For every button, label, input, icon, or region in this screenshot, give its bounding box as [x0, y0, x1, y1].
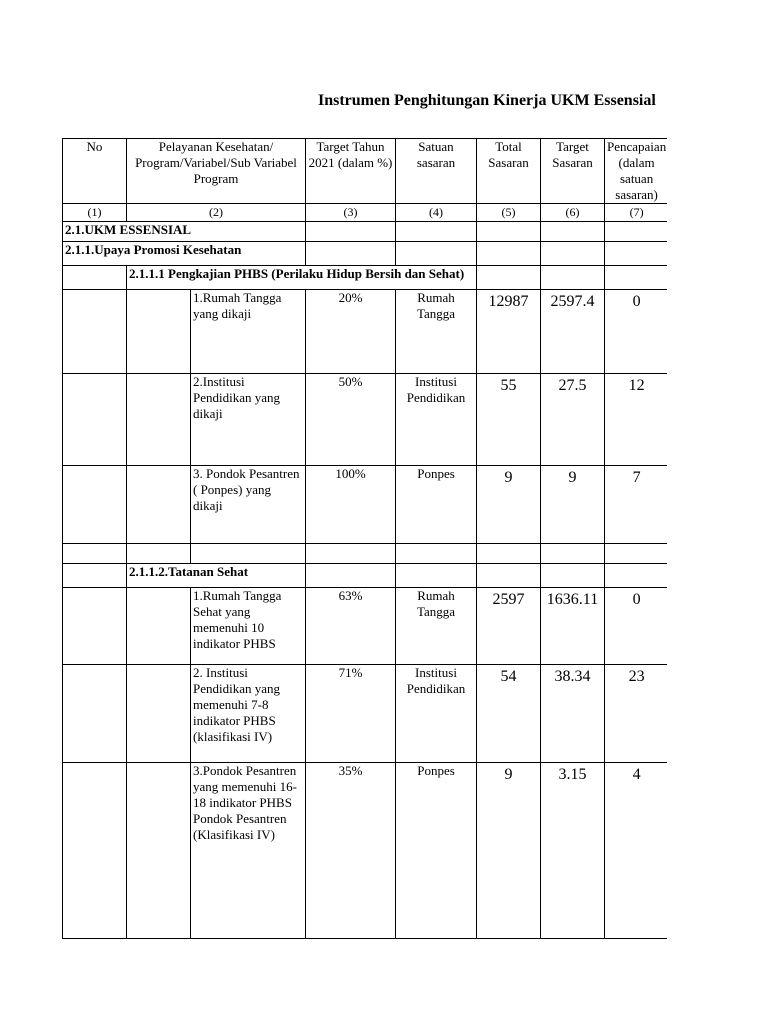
row-label: 3. Pondok Pesantren ( Ponpes) yang dikaji: [191, 466, 306, 544]
row-total: 12987: [477, 290, 541, 374]
row-target: 100%: [306, 466, 396, 544]
table-row: [63, 374, 669, 466]
col-num: (1): [63, 204, 127, 222]
row-target-sasaran: 3.15: [541, 763, 605, 939]
row-target-sasaran: 1636.11: [541, 588, 605, 665]
row-label: 2.Institusi Pendidikan yang dikaji: [191, 374, 306, 466]
col-num: (4): [396, 204, 477, 222]
row-total: 55: [477, 374, 541, 466]
row-label: 1.Rumah Tangga Sehat yang memenuhi 10 indikator PHBS: [191, 588, 306, 665]
row-target: 20%: [306, 290, 396, 374]
section-title: 2.1.UKM ESSENSIAL: [63, 222, 306, 242]
row-pencapaian: 12: [605, 374, 669, 466]
col-num: (2): [127, 204, 306, 222]
header-satuan: Satuan sasaran: [396, 139, 477, 204]
row-pencapaian: 23: [605, 665, 669, 763]
header-no: No: [63, 139, 127, 204]
group-title: 2.1.1.1 Pengkajian PHBS (Perilaku Hidup Bersih dan Sehat): [127, 266, 477, 290]
spacer-row: [63, 544, 669, 564]
header-total: Total Sasaran: [477, 139, 541, 204]
table-row: [63, 665, 669, 763]
row-pencapaian: 4: [605, 763, 669, 939]
page-right-margin: [667, 100, 768, 1000]
row-pencapaian: 7: [605, 466, 669, 544]
row-label: 1.Rumah Tangga yang dikaji: [191, 290, 306, 374]
header-pelayanan: Pelayanan Kesehatan/ Program/Variabel/Sub Variabel Program: [127, 139, 306, 204]
row-pencapaian: 0: [605, 290, 669, 374]
row-target: 71%: [306, 665, 396, 763]
header-target-tahun: Target Tahun 2021 (dalam %): [306, 139, 396, 204]
column-number-row: [63, 204, 669, 222]
col-num: (7): [605, 204, 669, 222]
row-target: 50%: [306, 374, 396, 466]
document-title: Instrumen Penghitungan Kinerja UKM Essensial: [318, 92, 656, 109]
row-label: 2. Institusi Pendidikan yang memenuhi 7-8 indikator PHBS (klasifikasi IV): [191, 665, 306, 763]
row-total: 9: [477, 466, 541, 544]
row-satuan: Ponpes: [396, 763, 477, 939]
row-target-sasaran: 9: [541, 466, 605, 544]
col-num: (6): [541, 204, 605, 222]
group-title: 2.1.1.2.Tatanan Sehat: [127, 564, 306, 588]
performance-table: [62, 138, 669, 939]
row-pencapaian: 0: [605, 588, 669, 665]
row-target-sasaran: 38.34: [541, 665, 605, 763]
col-num: (3): [306, 204, 396, 222]
group-header-row: [63, 564, 669, 588]
row-satuan: Ponpes: [396, 466, 477, 544]
table-row: [63, 290, 669, 374]
col-num: (5): [477, 204, 541, 222]
row-target-sasaran: 27.5: [541, 374, 605, 466]
row-total: 9: [477, 763, 541, 939]
subsection-row: [63, 242, 669, 266]
row-total: 2597: [477, 588, 541, 665]
row-target: 63%: [306, 588, 396, 665]
row-target-sasaran: 2597.4: [541, 290, 605, 374]
row-satuan: Rumah Tangga: [396, 588, 477, 665]
table-row: [63, 466, 669, 544]
subsection-title: 2.1.1.Upaya Promosi Kesehatan: [63, 242, 306, 266]
row-satuan: Institusi Pendidikan: [396, 665, 477, 763]
row-target: 35%: [306, 763, 396, 939]
row-satuan: Institusi Pendidikan: [396, 374, 477, 466]
row-satuan: Rumah Tangga: [396, 290, 477, 374]
header-pencapaian: Pencapaian (dalam satuan sasaran): [605, 139, 669, 204]
section-row: [63, 222, 669, 242]
group-header-row: [63, 266, 669, 290]
header-target-sasaran: Target Sasaran: [541, 139, 605, 204]
row-label: 3.Pondok Pesantren yang memenuhi 16-18 indikator PHBS Pondok Pesantren (Klasifikasi IV): [191, 763, 306, 939]
row-total: 54: [477, 665, 541, 763]
table-row: [63, 588, 669, 665]
header-row: [63, 139, 669, 204]
table-row: [63, 763, 669, 939]
